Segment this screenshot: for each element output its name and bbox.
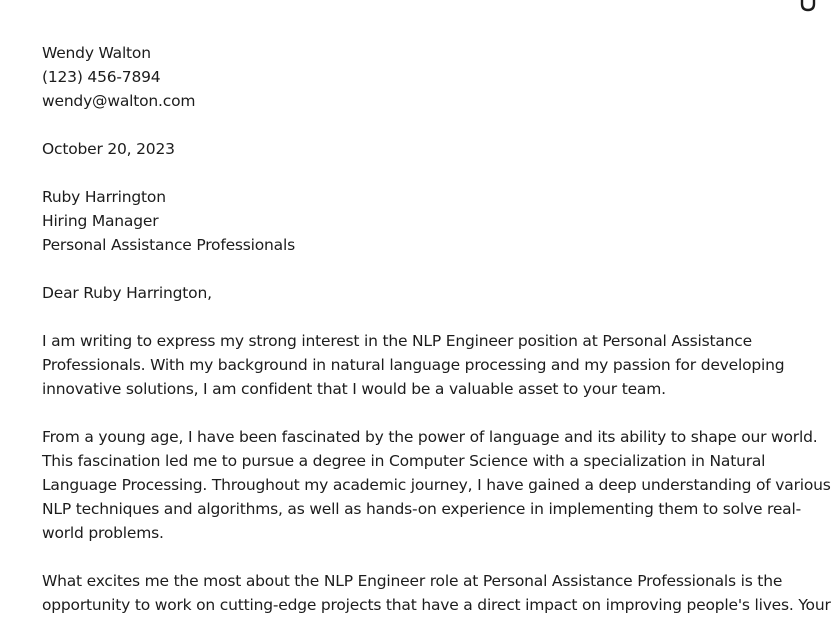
cover-letter <box>42 41 831 641</box>
body-paragraph-2 <box>42 425 831 545</box>
body-paragraph-3 <box>42 569 831 617</box>
salutation: Dear Ruby Harrington, <box>42 284 212 302</box>
paragraph-line: This fascination led me to pursue a degree in Computer Science with a specialization in Natural <box>42 452 766 470</box>
salutation-block <box>42 281 802 305</box>
paragraph-line: world problems. <box>42 524 164 542</box>
paragraph-line: I am writing to express my strong interest in the NLP Engineer position at Personal Assistance <box>42 332 752 350</box>
paragraph-line: NLP techniques and algorithms, as well as hands-on experience in implementing them to solve real- <box>42 500 801 518</box>
sender-email: wendy@walton.com <box>42 92 196 110</box>
paragraph-line: What excites me the most about the NLP Engineer role at Personal Assistance Professionals is the <box>42 572 783 590</box>
paragraph-line: Language Processing. Throughout my academic journey, I have gained a deep understanding of various <box>42 476 831 494</box>
recipient-name: Ruby Harrington <box>42 188 166 206</box>
sender-phone: (123) 456-7894 <box>42 68 161 86</box>
date-block <box>42 137 802 161</box>
sender-name: Wendy Walton <box>42 44 151 62</box>
paragraph-line: innovative solutions, I am confident that I would be a valuable asset to your team. <box>42 380 666 398</box>
recipient-title: Hiring Manager <box>42 212 159 230</box>
partial-u-icon <box>800 0 816 12</box>
paragraph-line: opportunity to work on cutting-edge projects that have a direct impact on improving people's lives. Your <box>42 596 831 614</box>
body-paragraph-1 <box>42 329 802 401</box>
recipient-company: Personal Assistance Professionals <box>42 236 295 254</box>
recipient-block <box>42 185 802 257</box>
sender-block <box>42 41 802 113</box>
paragraph-line: From a young age, I have been fascinated by the power of language and its ability to shape our world. <box>42 428 818 446</box>
letter-date: October 20, 2023 <box>42 140 175 158</box>
paragraph-line: Professionals. With my background in natural language processing and my passion for developing <box>42 356 785 374</box>
